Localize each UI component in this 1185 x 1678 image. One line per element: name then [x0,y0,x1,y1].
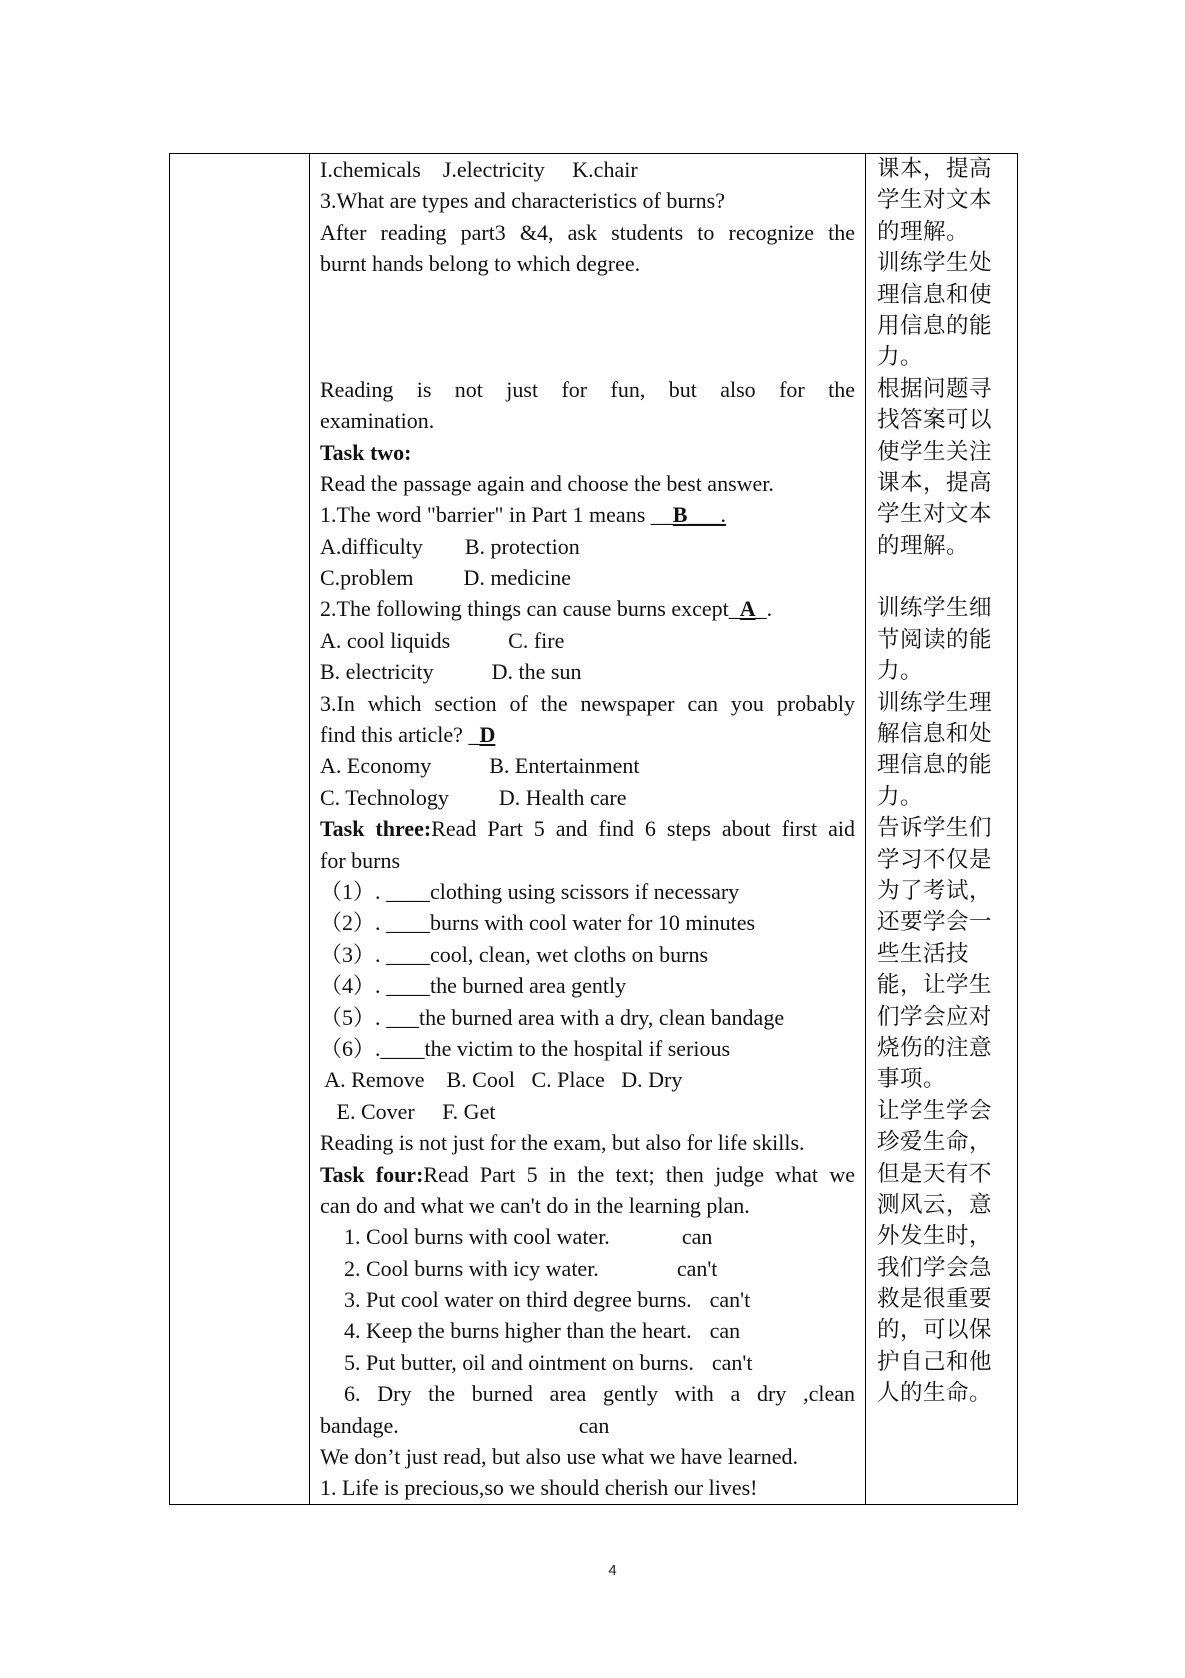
purpose-line: 用信息的能 [877,312,993,339]
text-line: I.chemicals J.electricity K.chair [320,157,638,182]
purpose-line: 为了考试， [877,877,993,904]
judge-4: 4. Keep the burns higher than the heart. can [344,1318,741,1344]
purpose-line: 的理解。 [877,532,970,559]
blank-line [320,311,855,342]
purpose-line: 护自己和他 [877,1348,993,1375]
purpose-line: 训练学生细 [877,595,993,622]
answer-q2: A [739,596,756,622]
text-line: can do and what we can't do in the learning plan. [320,1192,750,1218]
purpose-line: 些生活技 [877,940,970,967]
purpose-line: 课本，提高 [877,156,993,182]
step-3: （3）. ____cool, clean, wet cloths on burns [320,941,709,967]
purpose-line: 还要学会一 [877,909,993,936]
task-three: Task three:Read Part 5 and find 6 steps about first aid [320,816,855,842]
purpose-line: 力。 [877,344,924,371]
text-line: for burns [320,847,401,873]
purpose-line: 的理解。 [877,218,970,245]
purpose-line: 解信息和处 [877,721,993,748]
text-line: examination. [320,408,435,434]
purpose-line: 使学生关注 [877,438,993,465]
task-four: Task four:Read Part 5 in the text; then judge what we [320,1161,855,1187]
judge-5: 5. Put butter, oil and ointment on burns. can't [344,1349,753,1375]
purpose-line: 力。 [877,783,924,810]
step-1: （1）. ____clothing using scissors if necessary [320,878,740,904]
blank-line [320,280,855,311]
purpose-line: 但是天有不 [877,1160,993,1187]
question-1-options-cd: C.problem D. medicine [320,565,572,591]
purpose-line: 们学会应对 [877,1003,993,1030]
question-1: 1.The word "barrier" in Part 1 means __B___. [320,502,726,528]
question-2-options-bd: B. electricity D. the sun [320,659,582,685]
blank-line [320,342,855,373]
purpose-line: 我们学会急 [877,1254,993,1281]
question-3-options-cd: C. Technology D. Health care [320,784,627,810]
purpose-column-cell [866,154,1018,1505]
purpose-line: 学习不仅是 [877,846,993,873]
activity-content [310,154,865,1504]
activity-column-cell [310,154,866,1505]
question-2: 2.The following things can cause burns except_A_. [320,596,773,622]
task-two-title: Task two: [320,439,412,465]
question-2-options-ac: A. cool liquids C. fire [320,627,565,653]
text-line: burnt hands belong to which degree. [320,251,641,277]
purpose-line: 珍爱生命， [877,1129,993,1156]
purpose-line: 让学生学会 [877,1097,993,1124]
purpose-line: 训练学生理 [877,689,993,716]
table-row [170,154,1018,1505]
question-3-heading: 3.What are types and characteristics of burns? [320,188,725,214]
task-two-instruction: Read the passage again and choose the best answer. [320,470,774,496]
judge-2: 2. Cool burns with icy water. can't [344,1255,718,1281]
purpose-line: 事项。 [877,1066,947,1093]
step-4: （4）. ____the burned area gently [320,973,627,999]
step-5: （5）. ___the burned area with a dry, clean bandage [320,1004,785,1030]
purpose-content [866,154,1017,1410]
purpose-line: 训练学生处 [877,250,993,277]
question-3: 3.In which section of the newspaper can you probably [320,690,855,716]
step-options-1: A. Remove B. Cool C. Place D. Dry [320,1067,683,1093]
text-line: After reading part3 &4, ask students to recognize the [320,219,855,245]
answer-q1: B [672,502,688,528]
text-line: Reading is not just for the exam, but also for life skills. [320,1130,805,1156]
purpose-line [877,562,1007,593]
question-3-options-ab: A. Economy B. Entertainment [320,753,640,779]
purpose-line: 根据问题寻 [877,375,993,402]
judge-3: 3. Put cool water on third degree burns. can't [344,1287,751,1313]
text-line: Reading is not just for fun, but also for the [320,376,855,402]
judge-6-cont: bandage. can [320,1412,610,1438]
purpose-line: 能，让学生 [877,972,993,999]
step-2: （2）. ____burns with cool water for 10 minutes [320,910,756,936]
purpose-line: 外发生时， [877,1223,993,1250]
purpose-line: 学生对文本 [877,187,993,214]
question-3-cont: find this article? _D [320,722,496,748]
text-line: 1. Life is precious,so we should cherish our lives! [320,1475,758,1501]
purpose-line: 的，可以保 [877,1317,993,1344]
purpose-line: 救是很重要 [877,1286,993,1313]
purpose-line: 课本，提高 [877,469,993,496]
step-6: （6）.____the victim to the hospital if serious [320,1035,731,1061]
purpose-line: 烧伤的注意 [877,1034,993,1061]
page-number: 4 [608,1562,617,1579]
purpose-line: 人的生命。 [877,1380,993,1407]
purpose-line: 告诉学生们 [877,815,993,842]
purpose-line: 理信息的能 [877,752,993,779]
judge-1: 1. Cool burns with cool water. can [344,1224,713,1250]
purpose-line: 理信息和使 [877,281,993,308]
stage-column-cell [170,154,310,1505]
answer-q3: D [479,722,496,748]
lesson-plan-table [169,153,1018,1505]
purpose-line: 测风云，意 [877,1191,993,1218]
step-options-2: E. Cover F. Get [320,1098,496,1124]
purpose-line: 找答案可以 [877,407,993,434]
purpose-line: 节阅读的能 [877,626,993,653]
purpose-line: 学生对文本 [877,501,993,528]
purpose-line: 力。 [877,658,924,685]
text-line: We don’t just read, but also use what we have learned. [320,1444,799,1470]
question-1-options-ab: A.difficulty B. protection [320,533,580,559]
judge-6: 6. Dry the burned area gently with a dry ,clean [344,1381,855,1407]
